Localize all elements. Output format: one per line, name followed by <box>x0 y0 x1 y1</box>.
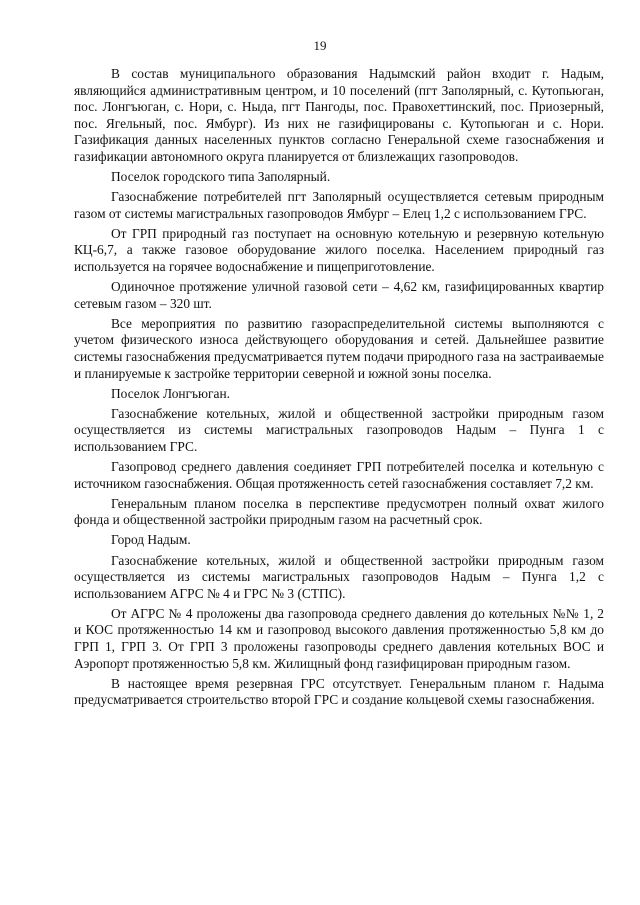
heading-nadym: Город Надым. <box>111 532 191 548</box>
body-text <box>74 66 604 712</box>
paragraph-longyugan-pipeline: Газопровод среднего давления соединяет ГРП потребителей поселка и котельную с источником газоснабжения. Общая протяженность сетей газоснабжения составляет 7,2 км. <box>74 459 604 491</box>
paragraph-zapolyarny-grp: От ГРП природный газ поступает на основную котельную и резервную котельную КЦ-6,7, а также газовое оборудование жилого поселка. Населением природный газ используется на горячее водоснабжение и пищеприготовление. <box>74 225 604 275</box>
heading-zapolyarny: Поселок городского типа Заполярный. <box>111 169 331 185</box>
paragraph-longyugan-supply: Газоснабжение котельных, жилой и общественной застройки природным газом осуществляется из системы магистральных газопроводов Надым – Пунга 1 с использованием ГРС. <box>74 405 604 454</box>
paragraph-nadym-pipelines: От АГРС № 4 проложены два газопровода среднего давления до котельных №№ 1, 2 и КОС протяженностью 14 км и газопровод высокого давления протяженностью 5,8 км до ГРП 1, ГРП 3. От ГРП 3 проложены газопроводы среднего давления котельных ВОС и Аэропорт протяженностью 5,8 км. Жилищный фонд газифицирован природным газом. <box>74 605 604 671</box>
paragraph-zapolyarny-network-length: Одиночное протяжение уличной газовой сети – 4,62 км, газифицированных квартир сетевым газом – 320 шт. <box>74 279 604 311</box>
paragraph-district-composition: В состав муниципального образования Надымский район входит г. Надым, являющийся административным центром, и 10 поселений (пгт Заполярный, с. Кутопьюган, пос. Лонгъюган, с. Нори, с. Ныда, пгт Пангоды, пос. Правохеттинский, пос. Приозерный, пос. Ягельный, пос. Ямбург). Из них не газифицированы с. Кутопьюган и с. Нори. Газификация данных населенных пунктов согласно Генеральной схеме газоснабжения и газификации автономного округа планируется от близлежащих газопроводов. <box>74 66 604 164</box>
paragraph-longyugan-plan: Генеральным планом поселка в перспективе предусмотрен полный охват жилого фонда и общественной застройки природным газом на расчетный срок. <box>74 495 604 528</box>
paragraph-nadym-supply: Газоснабжение котельных, жилой и общественной застройки природным газом осуществляется из системы магистральных газопроводов Надым – Пунга 1,2 с использованием АГРС № 4 и ГРС № 3 (СТПС). <box>74 552 604 601</box>
paragraph-nadym-reserve: В настоящее время резервная ГРС отсутствует. Генеральным планом г. Надыма предусматривается строительство второй ГРС и создание кольцевой схемы газоснабжения. <box>74 675 604 708</box>
page-number: 19 <box>313 38 327 53</box>
heading-longyugan: Поселок Лонгъюган. <box>111 385 230 401</box>
paragraph-zapolyarny-development: Все мероприятия по развитию газораспределительной системы выполняются с учетом физического износа действующего оборудования и сетей. Дальнейшее развитие системы газоснабжения предусматривается путем подачи природного газа на застраиваемые и планируемые к застройке территории северной и южной зоны поселка. <box>74 315 604 381</box>
paragraph-zapolyarny-supply: Газоснабжение потребителей пгт Заполярный осуществляется сетевым природным газом от системы магистральных газопроводов Ямбург – Елец 1,2 с использованием ГРС. <box>74 189 604 221</box>
